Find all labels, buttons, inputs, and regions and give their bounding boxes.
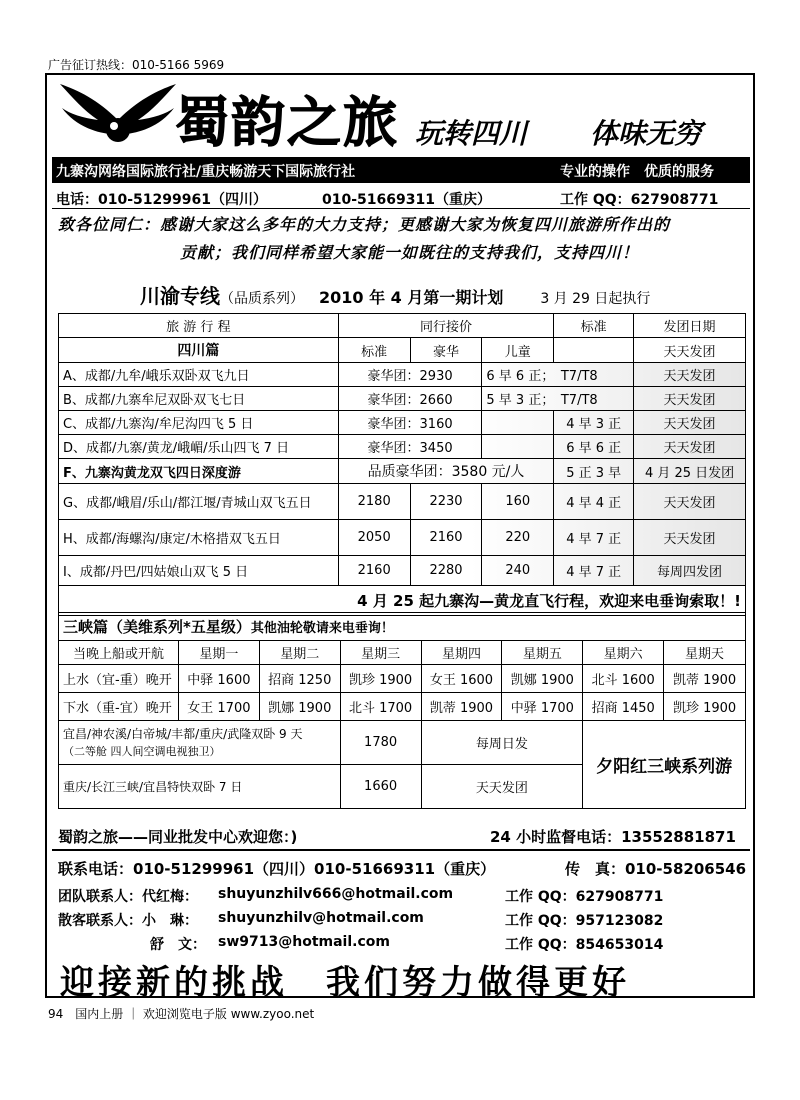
route-meals: 4 早 7 正 [554,520,634,556]
table-row [59,363,746,387]
cruise-route-2: 重庆/长江三峡/宜昌特快双卧 7 日 [59,765,341,809]
table-row [59,411,746,435]
downstream-label: 下水（重-宜）晚开 [59,693,179,721]
subcol-luxury: 豪华 [410,338,482,363]
route-name: H、成都/海螺沟/康定/木格措双飞五日 [59,520,339,556]
day-header: 星期二 [259,641,340,665]
phone-chongqing: 010-51669311（重庆） [322,192,491,208]
route-std-price: 2050 [338,520,410,556]
fax-number: 传 真：010-58206546 [565,860,747,878]
route-std-price: 2160 [338,556,410,586]
route-price: 豪华团：2660 [338,387,482,411]
route-child: 5 早 3 正； [486,393,548,408]
ship-price: 凯珍 1900 [340,665,421,693]
table-row [59,556,746,586]
route-standard: 4 早 3 正 [554,411,634,435]
greeting-line-2: 贡献；我们同样希望大家能一如既往的支持我们，支持四川！ [180,243,640,262]
route-child: 6 早 6 正； [486,369,548,384]
team-email: shuyunzhilv666@hotmail.com [218,886,454,902]
route-child-price: 240 [482,556,554,586]
route-meals: 4 早 4 正 [554,484,634,520]
phone-sichuan: 电话：010-51299961（四川） [56,192,267,208]
day-header: 星期一 [178,641,259,665]
route-name: C、成都/九寨沟/牟尼沟四飞 5 日 [59,411,339,435]
subcol-child: 儿童 [482,338,554,363]
col-price: 同行接价 [338,314,553,338]
third-email: sw9713@hotmail.com [218,934,390,950]
route-lux-price: 2230 [410,484,482,520]
ship-price: 凯娜 1900 [502,665,583,693]
cruise-route-1-price: 1780 [340,721,421,765]
table-row [59,665,746,693]
day-header: 星期三 [340,641,421,665]
route-child [482,411,554,435]
cruise-route-1: 宜昌/神农溪/白帝城/丰都/重庆/武隆双卧 9 天 [63,726,303,741]
route-name: G、成都/峨眉/乐山/都江堰/青城山双飞五日 [59,484,339,520]
plan-header [140,280,650,309]
team-contact-label: 团队联系人：代红梅： [58,889,198,905]
route-lux-price: 2160 [410,520,482,556]
sunset-gorges-promo: 夕阳红三峡系列游 [583,721,746,809]
route-name: D、成都/九寨/黄龙/峨嵋/乐山四飞 7 日 [59,435,339,459]
individual-email: shuyunzhilv@hotmail.com [218,910,424,926]
winged-logo-icon [58,80,178,152]
table-row [59,721,746,765]
ship-price: 凯娜 1900 [259,693,340,721]
table-row [59,435,746,459]
plan-title: 川渝专线 [140,284,220,308]
contact-phone: 联系电话：010-51299961（四川）010-51669311（重庆） [58,860,496,878]
route-departure: 每周四发团 [634,556,746,586]
divider [52,849,750,851]
days-label: 当晚上船或开航 [59,641,179,665]
supervise-phone: 24 小时监督电话：13552881871 [490,828,736,846]
day-header: 星期五 [502,641,583,665]
ship-price: 北斗 1600 [583,665,664,693]
third-qq: 工作 QQ：854653014 [505,937,664,953]
route-name: I、成都/丹巴/四姑娘山双飞 5 日 [59,556,339,586]
agency-motto: 专业的操作 优质的服务 [560,164,714,180]
route-child [482,435,554,459]
table-row [59,459,746,484]
individual-contact-label: 散客联系人：小 琳： [58,913,198,929]
bottom-slogan: 迎接新的挑战 我们努力做得更好 [60,963,630,1003]
team-qq: 工作 QQ：627908771 [505,889,664,905]
ad-hotline: 广告征订热线：010-5166 5969 [48,58,225,72]
table-row [59,484,746,520]
three-gorges-title: 三峡篇（美维系列*五星级） [63,618,251,636]
route-price: 豪华团：3450 [338,435,482,459]
route-standard: 5 正 3 早 [554,459,634,484]
upstream-label: 上水（宜-重）晚开 [59,665,179,693]
col-standard: 标准 [554,314,634,338]
cruise-route-2-departure: 天天发团 [421,765,583,809]
cruise-route-1-note: （二等舱 四人间空调电视独卫） [63,744,221,758]
agency-bar [52,157,750,183]
third-contact-label: 舒 文： [150,937,206,953]
route-departure: 天天发团 [634,363,746,387]
table-row [59,520,746,556]
route-lux-price: 2280 [410,556,482,586]
slogan-taste: 体味无穷 [590,117,703,150]
route-departure: 天天发团 [634,435,746,459]
ship-price: 凯珍 1900 [664,693,746,721]
ship-price: 女王 1700 [178,693,259,721]
route-standard: T7/T8 [560,393,598,408]
ship-price: 女王 1600 [421,665,502,693]
cruise-route-1-departure: 每周日发 [421,721,583,765]
ship-price: 凯蒂 1900 [421,693,502,721]
ship-price: 凯蒂 1900 [664,665,746,693]
agency-names: 九寨沟网络国际旅行社/重庆畅游天下国际旅行社 [56,164,356,180]
route-price: 豪华团：3160 [338,411,482,435]
empty-cell [554,338,634,363]
daily-departure: 天天发团 [634,338,746,363]
route-meals: 4 早 7 正 [554,556,634,586]
cruise-route-2-price: 1660 [340,765,421,809]
ship-price: 中驿 1700 [502,693,583,721]
route-std-price: 2180 [338,484,410,520]
ship-price: 中驿 1600 [178,665,259,693]
route-child-price: 220 [482,520,554,556]
plan-effective: 3 月 29 日起执行 [540,291,651,307]
table-row [59,693,746,721]
route-departure: 天天发团 [634,411,746,435]
three-gorges-note: 其他油轮敬请来电垂询！ [250,621,394,636]
route-departure: 天天发团 [634,387,746,411]
route-departure: 天天发团 [634,520,746,556]
col-departure: 发团日期 [634,314,746,338]
table-row [59,387,746,411]
brand-title: 蜀韵之旅 [175,90,399,154]
plan-period: 2010 年 4 月第一期计划 [318,288,504,307]
ship-price: 招商 1250 [259,665,340,693]
three-gorges-table [58,612,746,809]
ship-price: 招商 1450 [583,693,664,721]
route-standard: T7/T8 [560,369,598,384]
route-departure: 4 月 25 日发团 [634,459,746,484]
day-header: 星期四 [421,641,502,665]
day-header: 星期六 [583,641,664,665]
plan-series: （品质系列） [220,291,304,307]
slogan-play: 玩转四川 [415,117,528,150]
individual-qq: 工作 QQ：957123082 [505,913,664,929]
route-standard: 6 早 6 正 [554,435,634,459]
greeting-line-1: 致各位同仁：感谢大家这么多年的大力支持；更感谢大家为恢复四川旅游所作出的 [58,215,671,234]
col-route: 旅 游 行 程 [59,314,339,338]
region-sichuan: 四川篇 [59,338,339,363]
route-departure: 天天发团 [634,484,746,520]
route-child-price: 160 [482,484,554,520]
route-name: F、九寨沟黄龙双飞四日深度游 [59,459,339,484]
wholesale-welcome: 蜀韵之旅——同业批发中心欢迎您：) [58,828,298,846]
work-qq: 工作 QQ：627908771 [560,192,719,208]
route-name: B、成都/九寨牟尼双卧双飞七日 [59,387,339,411]
route-table [58,313,746,616]
route-price: 豪华团：2930 [338,363,482,387]
page-footer: 94 国内上册 ｜ 欢迎浏览电子版 www.zyoo.net [48,1007,315,1021]
day-header: 星期天 [664,641,746,665]
route-price: 品质豪华团：3580 元/人 [338,459,553,484]
route-name: A、成都/九牟/峨乐双卧双飞九日 [59,363,339,387]
direct-flight-notice: 4 月 25 起九寨沟—黄龙直飞行程，欢迎来电垂询索取！! [59,586,746,616]
phone-bar [52,185,750,209]
ship-price: 北斗 1700 [340,693,421,721]
subcol-standard: 标准 [338,338,410,363]
